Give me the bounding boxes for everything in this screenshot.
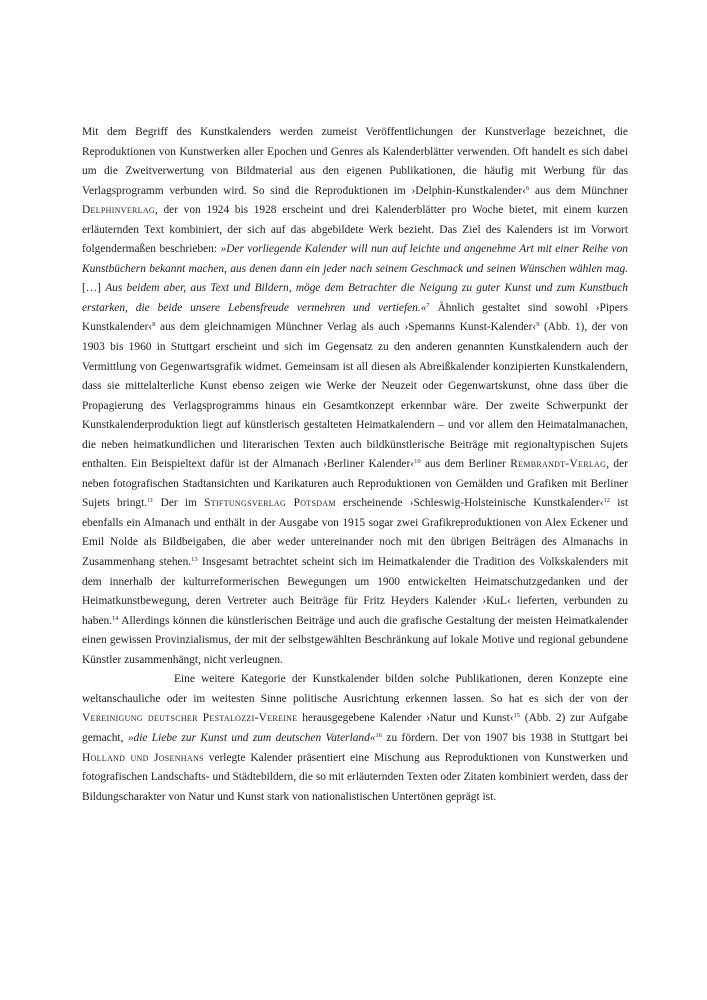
publisher-name: Stiftungsverlag Potsdam (204, 497, 336, 510)
footnote-ref: 7 (426, 301, 430, 309)
text-run: erscheinende ›Schleswig-Holsteinische Kunstkalender‹ (335, 497, 604, 510)
organization-name: Vereinigung deutscher Pestalozzi-Vereine (82, 712, 298, 725)
quotation: »Der vorliegende Kalender will nun auf leichte und angenehme Art mit einer Reihe von Kunstbüchern bekannt machen, aus denen dann ein jeder nach seinem Geschmack und seinen Wünschen wählen mag. (82, 243, 628, 275)
paragraph-2 (82, 670, 628, 807)
quotation: »die Liebe zur Kunst und zum deutschen Vaterland« (127, 731, 376, 744)
text-run: , der von 1924 bis 1928 erscheint und drei Kalenderblätter pro Woche bietet, mit einem kurzen erläuternden Text kombiniert, der sich auf das abgebildete Werk bezieht. Das Ziel des Kalenders ist im Vorwort folgendermaßen beschrieben: (82, 204, 628, 256)
publisher-name: Rembrandt-Verlag (510, 458, 607, 471)
text-run: (Abb. 2) zur Aufgabe gemacht, (82, 712, 628, 744)
text-run: Der im (153, 497, 205, 510)
text-run: herausgegebene Kalender ›Natur und Kunst‹ (297, 712, 514, 725)
text-run: ist ebenfalls ein Almanach und enthält in der Ausgabe von 1915 sogar zwei Grafikreproduktionen von Alex Eckener und Emil Nolde als Bildbeigaben, die aber weder untereinander noch mit den übrigen Beiträgen des Almanachs in Zusammenhang stehen. (82, 497, 628, 569)
footnote-ref: 16 (375, 731, 383, 739)
text-run: Ähnlich gestaltet sind sowohl ›Pipers Kunstkalender‹ (82, 301, 629, 334)
footnote-ref: 10 (414, 458, 421, 466)
text-run: aus dem gleichnamigen Münchner Verlag als auch ›Spemanns Kunst-Kalender‹ (155, 321, 537, 334)
text-run: Allerdings können die künstlerischen Beiträge und auch die grafische Gestaltung der meisten Heimatkalender einen gewissen Provinzialismus, der mit der selbstgewählten Beschränkung auf lokale Motive und regional gebundene Künstler zusammenhängt, nicht verleugnen. (82, 614, 628, 666)
text-run: Mit dem Begriff des Kunstkalenders werden zumeist Veröffentlichungen der Kunstverlage bezeichnet, die Reproduktionen von Kunstwerken aller Epochen und Genres als Kalenderblätter verwenden. Oft handelt es sich dabei um die Zweitverwertung von Bildmaterial aus den eigenen Publikationen, die häufig mit Werbung für das Verlagsprogramm verbunden wird. So sind die Reproduktionen im ›Delphin-Kunstkalender‹ (82, 126, 628, 197)
text-run: zu fördern. Der von 1907 bis 1938 in Stuttgart bei (382, 731, 628, 744)
text-run: Insgesamt betrachtet scheint sich im Heimatkalender die Tradition des Volkskalenders mit dem innerhalb der kulturreformerischen Bewegungen um 1900 entwickelten Heimatschutzgedanken und der Heimatkunstbewegung, deren Vertreter auch Beiträge für Fritz Heyders Kalender ›KuL‹ lieferten, verbunden zu haben. (82, 556, 628, 627)
publisher-name: Holland und Josenhans (82, 751, 204, 764)
footnote-ref: 15 (513, 712, 521, 720)
footnote-ref: 13 (191, 556, 198, 564)
quotation: Aus beidem aber, aus Text und Bildern, möge dem Betrachter die Neigung zu guter Kunst und zum Kunstbuch erstarken, die beide unsere Lebensfreude vermehren und vertiefen.« (82, 282, 628, 314)
publisher-name: Delphinverlag (82, 204, 156, 217)
footnote-ref: 14 (112, 614, 119, 622)
text-run: aus dem Berliner (420, 458, 511, 471)
body-text (82, 123, 628, 807)
footnote-ref: 9 (536, 321, 540, 329)
footnote-ref: 6 (526, 184, 530, 192)
footnote-ref: 12 (603, 497, 611, 505)
text-run: , der neben fotografischen Stadtansichten und Karikaturen auch Reproduktionen von Gemälden und Grafiken mit Berliner Sujets bringt. (82, 458, 628, 510)
paragraph-1 (82, 123, 628, 670)
text-run: verlegte Kalender präsentiert eine Mischung aus Reproduktionen von Kunstwerken und fotografischen Landschafts- und Städtebildern, die so mit erläuternden Texten oder Zitaten kombiniert werden, dass der Bildungscharakter von Natur und Kunst stark von nationalistischen Untertönen geprägt ist. (82, 751, 628, 803)
text-run: […] (82, 282, 106, 295)
footnote-ref: 11 (147, 497, 154, 505)
text-run: Eine weitere Kategorie der Kunstkalender bilden solche Publikationen, deren Konzepte eine weltanschauliche oder im weitesten Sinne politische Ausrichtung erkennen lassen. So hat es sich der von der (82, 673, 628, 705)
text-run: aus dem Münchner (529, 184, 629, 197)
footnote-ref: 8 (152, 321, 156, 329)
text-run: (Abb. 1), der von 1903 bis 1960 in Stuttgart erscheint und sich im Gegensatz zu den anderen genannten Kunstkalendern auch der Vermittlung von Gegenwartsgrafik widmet. Gemeinsam ist all diesen als Abreißkalender konzipierten Kunstkalendern, dass sie mittelalterliche Kunst ebenso zeigen wie Werke der Neuzeit oder Gegenwartskunst, ohne dass über die Propagierung des Verlagsprogramms hinaus ein Gesamtkonzept erkennbar wäre. Der zweite Schwerpunkt der Kunstkalenderproduktion liegt auf künstlerisch gestalteten Heimatkalendern – und vor allem den Heimatalmanachen, die neben heimatkundlichen und literarischen Texten auch bildkünstlerische Beiträge mit regionaltypischen Sujets enthalten. Ein Beispieltext dafür ist der Almanach ›Berliner Kalender‹ (82, 321, 628, 471)
